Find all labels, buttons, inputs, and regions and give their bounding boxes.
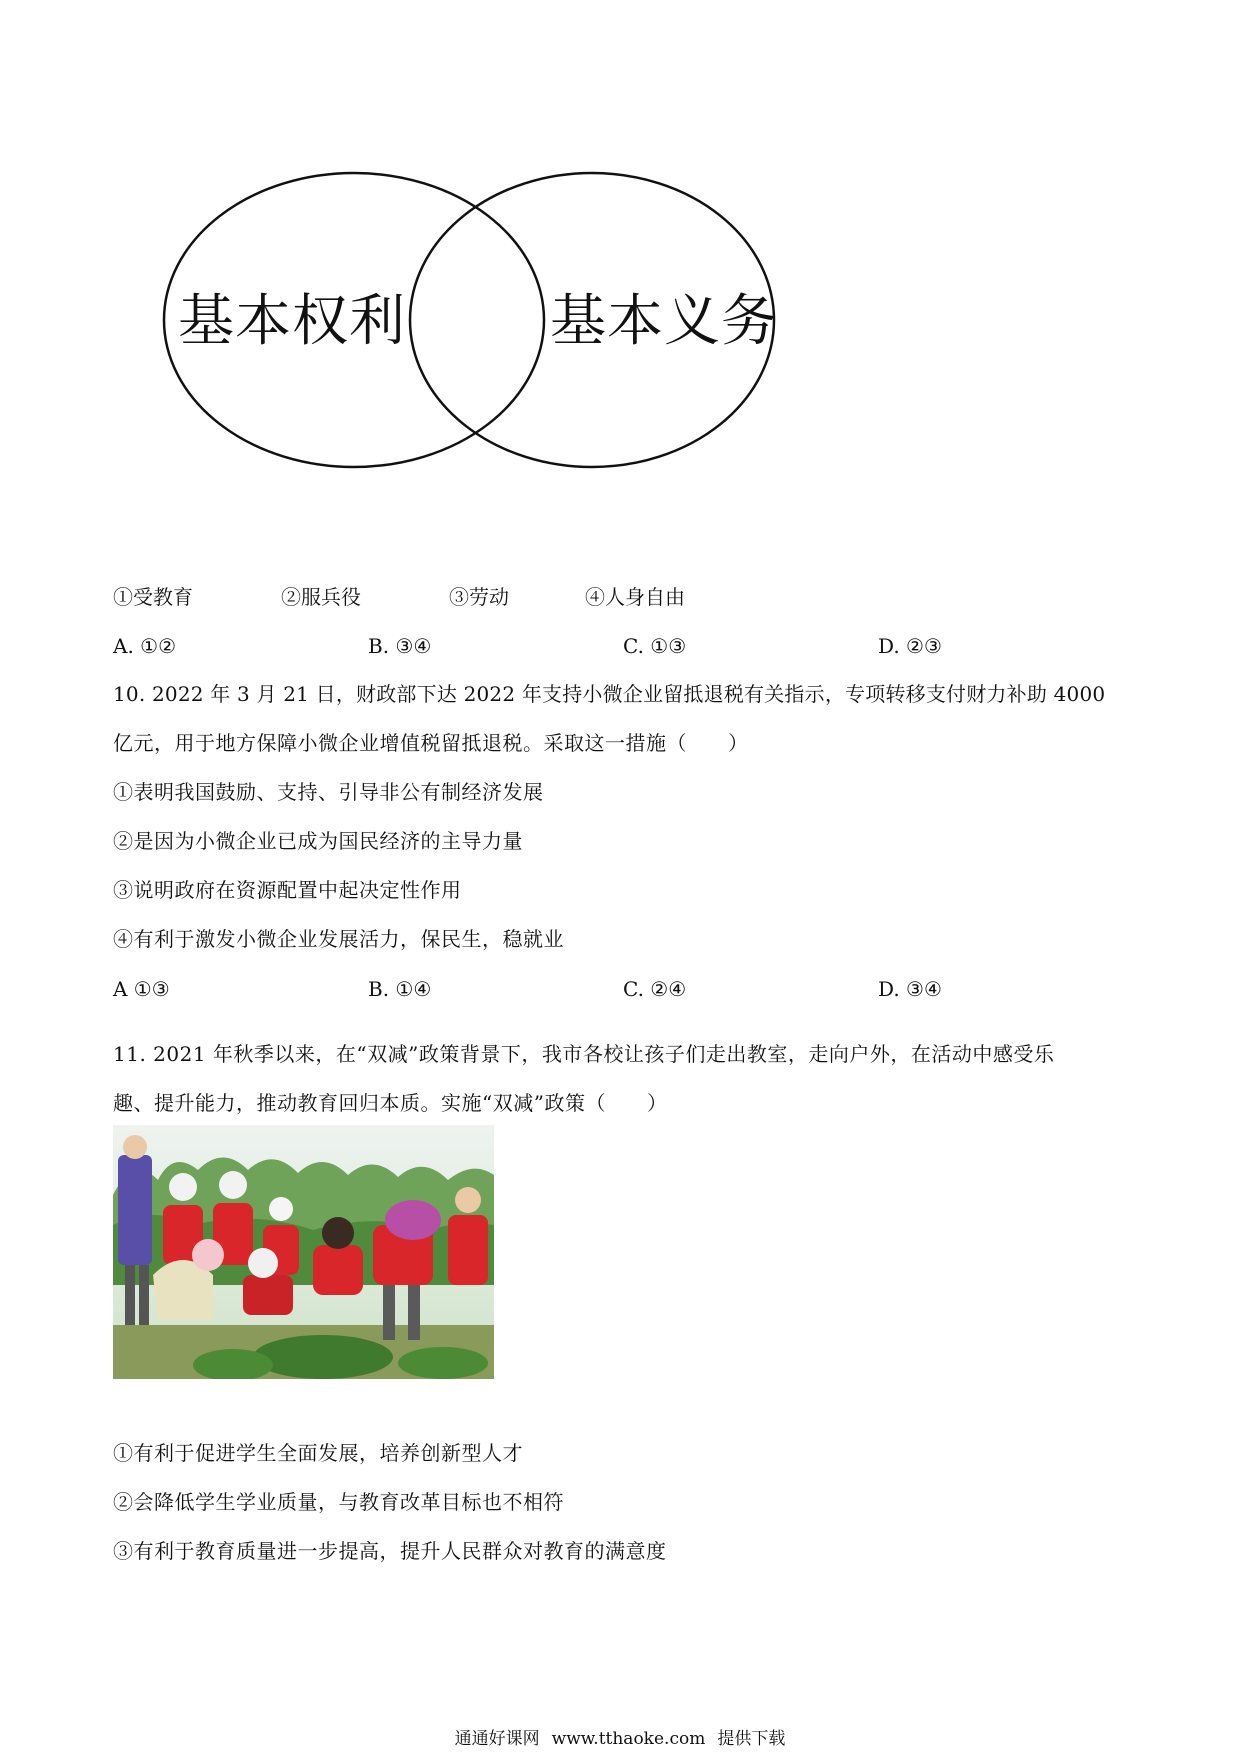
q11-statement-2: ②会降低学生学业质量，与教育改革目标也不相符	[113, 1490, 564, 1514]
q9-option-a: A. ①②	[113, 634, 177, 658]
q10-stem-line-1: 10. 2022 年 3 月 21 日，财政部下达 2022 年支持小微企业留抵退税有关指示，专项转移支付财力补助 4000	[113, 682, 1106, 706]
q10-option-c: C. ②④	[623, 977, 687, 1001]
q11-statement-3: ③有利于教育质量进一步提高，提升人民群众对教育的满意度	[113, 1539, 667, 1563]
venn-diagram	[150, 160, 800, 480]
footer-suffix: 提供下载	[717, 1729, 786, 1749]
footer-url[interactable]: www.tthaoke.com	[551, 1729, 706, 1749]
page-footer	[0, 1728, 1240, 1750]
q11-statement-1: ①有利于促进学生全面发展，培养创新型人才	[113, 1441, 523, 1465]
q9-item-4: ④人身自由	[585, 585, 685, 609]
q11-stem-line-2: 趣、提升能力，推动教育回归本质。实施“双减”政策（ ）	[113, 1091, 668, 1115]
q10-statement-4: ④有利于激发小微企业发展活力，保民生，稳就业	[113, 927, 564, 951]
q10-option-a: A ①③	[113, 977, 170, 1001]
outdoor-activity-photo	[113, 1125, 494, 1379]
q10-statement-1: ①表明我国鼓励、支持、引导非公有制经济发展	[113, 780, 544, 804]
q10-option-d: D. ③④	[878, 977, 942, 1001]
venn-right-label: 基本义务	[550, 289, 778, 354]
q9-item-1: ①受教育	[113, 585, 193, 609]
q9-item-3: ③劳动	[449, 585, 509, 609]
q10-option-b: B. ①④	[368, 977, 432, 1001]
q9-option-c: C. ①③	[623, 634, 687, 658]
q10-stem-line-2: 亿元，用于地方保障小微企业增值税留抵退税。采取这一措施（ ）	[113, 731, 749, 755]
q9-option-b: B. ③④	[368, 634, 432, 658]
q11-stem-line-1: 11. 2021 年秋季以来，在“双减”政策背景下，我市各校让孩子们走出教室，走向户外，在活动中感受乐	[113, 1042, 1055, 1066]
q10-statement-3: ③说明政府在资源配置中起决定性作用	[113, 878, 462, 902]
q9-option-d: D. ②③	[878, 634, 942, 658]
footer-site-name: 通通好课网	[454, 1729, 540, 1749]
photo-illustration	[113, 1125, 494, 1379]
q9-item-2: ②服兵役	[281, 585, 361, 609]
venn-left-label: 基本权利	[178, 289, 406, 354]
q10-statement-2: ②是因为小微企业已成为国民经济的主导力量	[113, 829, 523, 853]
